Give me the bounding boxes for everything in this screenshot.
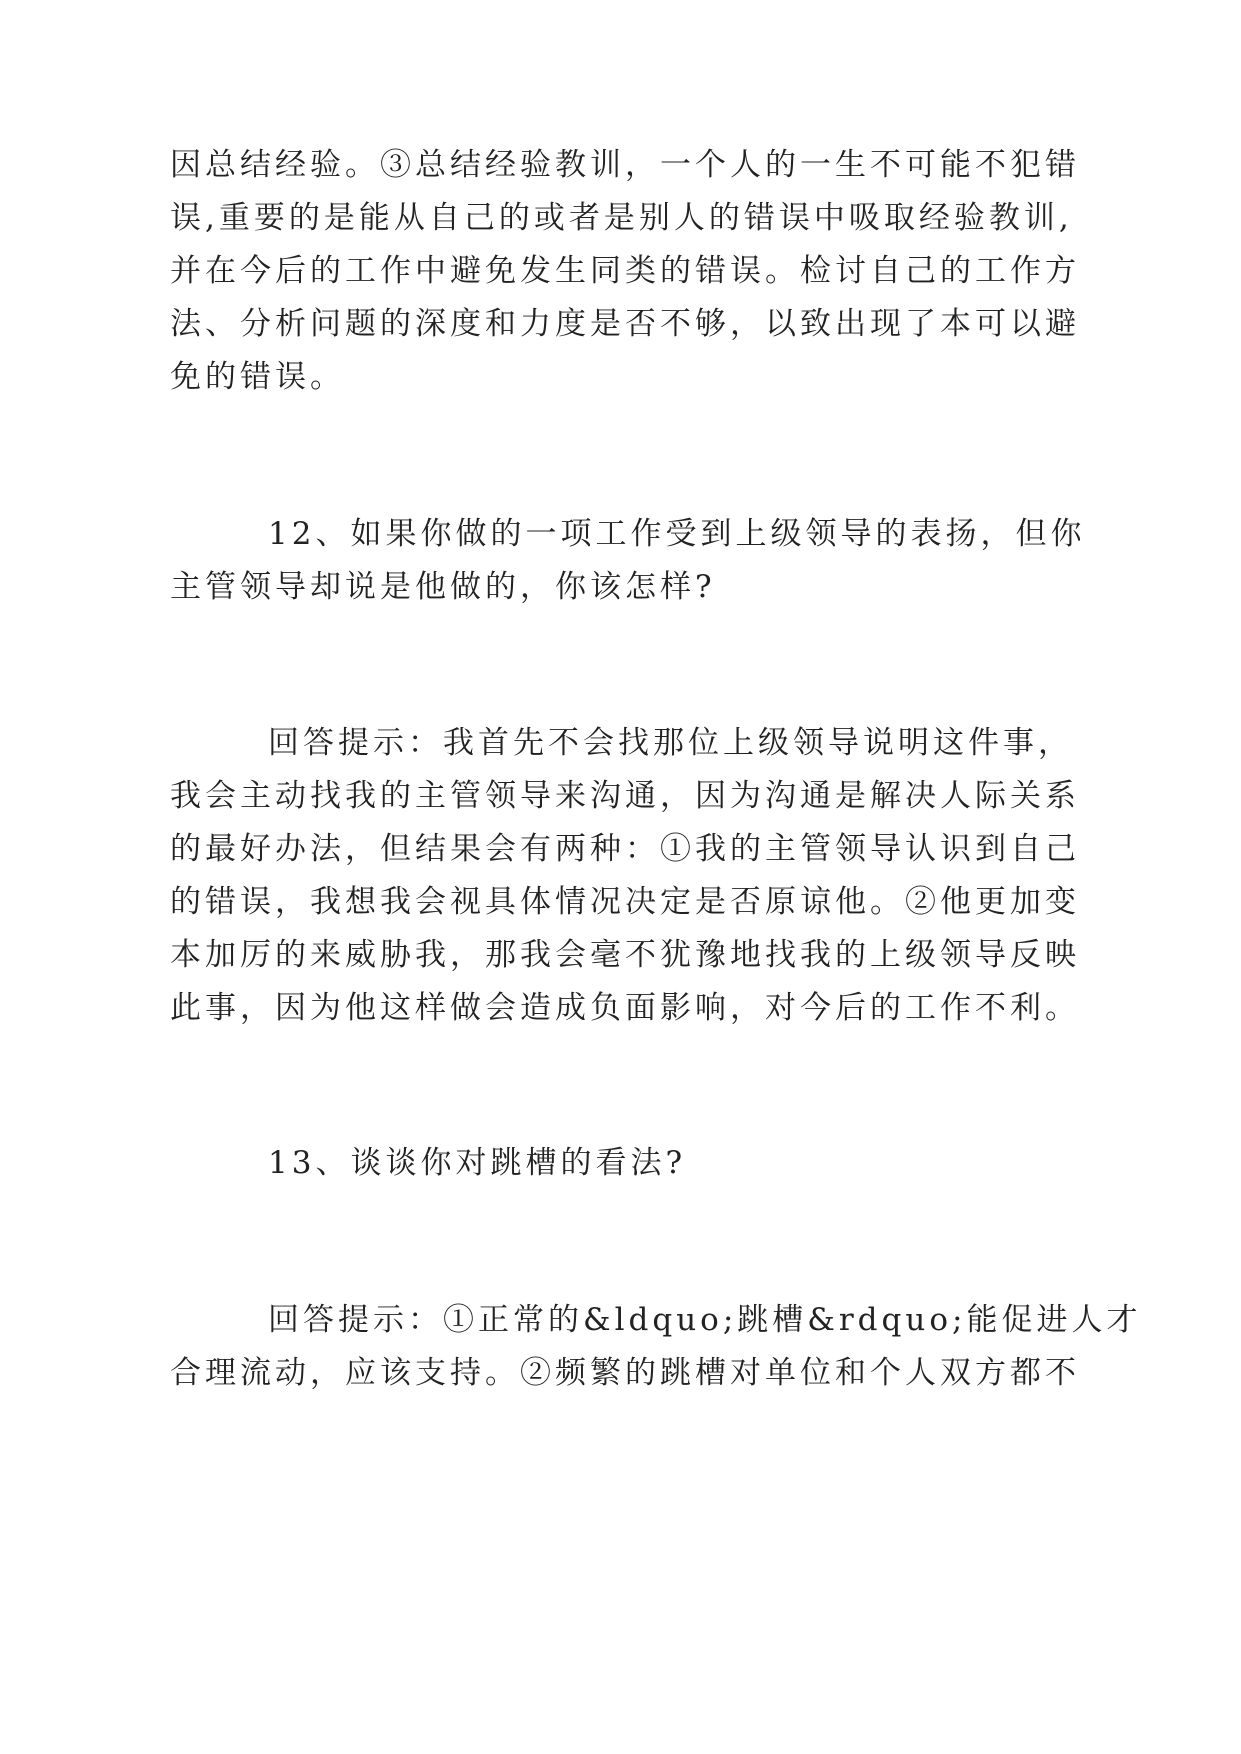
answer-line: 合理流动，应该支持。②频繁的跳槽对单位和个人双方都不 [170, 1355, 1080, 1391]
answer-line: 本加厉的来威胁我，那我会毫不犹豫地找我的上级领导反映 [170, 937, 1080, 973]
question-line: 主管领导却说是他做的，你该怎样? [170, 569, 716, 605]
question-line: 13、谈谈你对跳槽的看法? [268, 1145, 687, 1181]
text-line: 误,重要的是能从自己的或者是别人的错误中吸取经验教训, [170, 200, 1073, 236]
answer-line: 我会主动找我的主管领导来沟通，因为沟通是解决人际关系 [170, 778, 1080, 814]
text-line: 法、分析问题的深度和力度是否不够，以致出现了本可以避 [170, 306, 1080, 342]
question-line: 12、如果你做的一项工作受到上级领导的表扬，但你 [268, 516, 1086, 552]
answer-line: 的最好办法，但结果会有两种：①我的主管领导认识到自己 [170, 831, 1080, 867]
text-line: 并在今后的工作中避免发生同类的错误。检讨自己的工作方 [170, 253, 1080, 289]
answer-line: 此事，因为他这样做会造成负面影响，对今后的工作不利。 [170, 990, 1080, 1026]
text-line: 免的错误。 [170, 359, 345, 395]
text-line: 因总结经验。③总结经验教训，一个人的一生不可能不犯错 [170, 147, 1080, 183]
answer-line: 回答提示：①正常的&ldquo;跳槽&rdquo;能促进人才 [268, 1302, 1142, 1338]
answer-line: 回答提示：我首先不会找那位上级领导说明这件事， [268, 725, 1073, 761]
answer-line: 的错误，我想我会视具体情况决定是否原谅他。②他更加变 [170, 884, 1080, 920]
